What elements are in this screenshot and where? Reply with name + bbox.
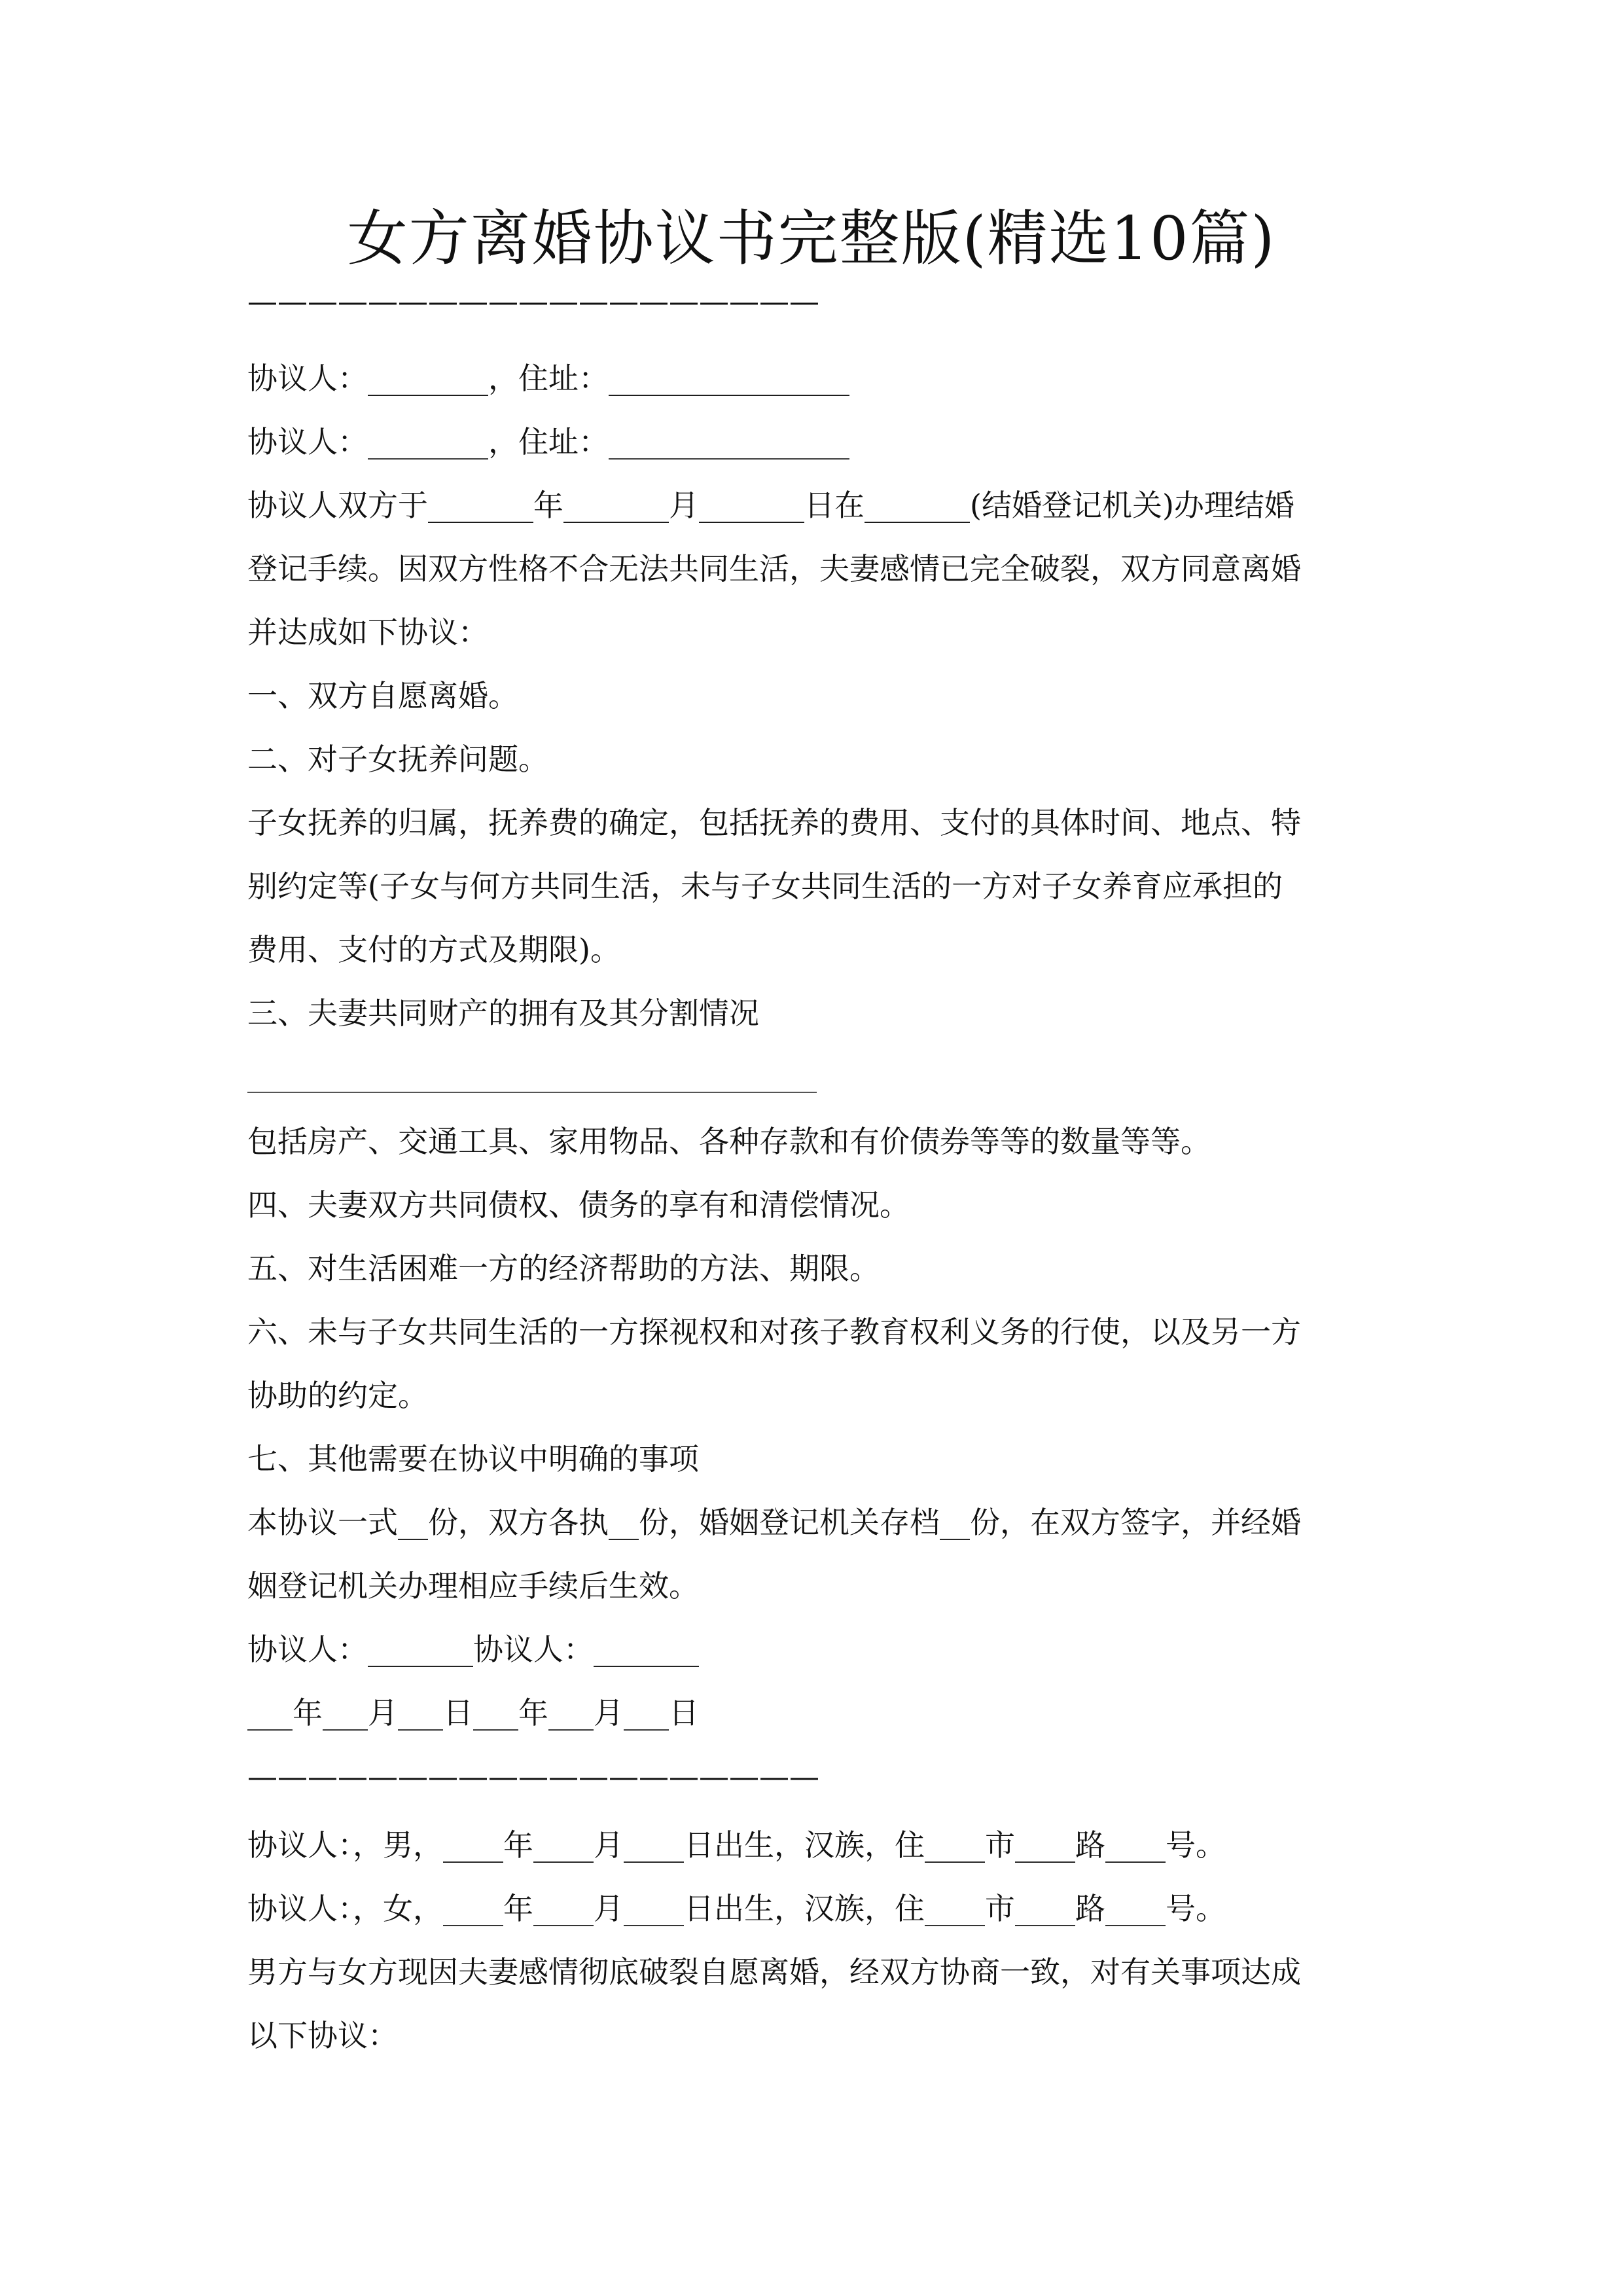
signature-line: 协议人：_______协议人：_______ xyxy=(247,1632,699,1667)
title-separator: ——————————————————— xyxy=(247,283,819,319)
paragraph-line: 费用、支付的方式及期限)。 xyxy=(247,932,620,967)
blank-rule xyxy=(247,1092,817,1093)
date-line: ___年___月___日___年___月___日 xyxy=(247,1695,699,1731)
clause-2: 二、对子女抚养问题。 xyxy=(247,742,548,777)
paragraph-line: 子女抚养的归属，抚养费的确定，包括抚养的费用、支付的具体时间、地点、特 xyxy=(247,805,1301,840)
paragraph-line: 别约定等(子女与何方共同生活，未与子女共同生活的一方对子女养育应承担的 xyxy=(247,869,1283,904)
paragraph-line: 包括房产、交通工具、家用物品、各种存款和有价债券等等的数量等等。 xyxy=(247,1124,1211,1159)
paragraph-line: 姻登记机关办理相应手续后生效。 xyxy=(247,1568,699,1604)
document-title: 女方离婚协议书完整版(精选10篇) xyxy=(347,204,1276,274)
clause-4: 四、夫妻双方共同债权、债务的享有和清偿情况。 xyxy=(247,1187,910,1223)
paragraph-line: 协助的约定。 xyxy=(247,1378,428,1413)
party-line-male: 协议人：，男，____年____月____日出生，汉族，住____市____路____号。 xyxy=(247,1827,1226,1863)
section-separator: ——————————————————— xyxy=(247,1759,819,1794)
paragraph-line: 以下协议： xyxy=(247,2018,398,2053)
party-line-1: 协议人：________，住址：________________ xyxy=(247,361,849,396)
paragraph-line: 登记手续。因双方性格不合无法共同生活，夫妻感情已完全破裂，双方同意离婚 xyxy=(247,551,1301,586)
clause-3: 三、夫妻共同财产的拥有及其分割情况 xyxy=(247,996,759,1031)
paragraph-line: 本协议一式__份，双方各执__份，婚姻登记机关存档__份，在双方签字，并经婚 xyxy=(247,1505,1301,1540)
paragraph-line: 男方与女方现因夫妻感情彻底破裂自愿离婚，经双方协商一致，对有关事项达成 xyxy=(247,1954,1301,1990)
party-line-2: 协议人：________，住址：________________ xyxy=(247,424,849,459)
clause-7: 七、其他需要在协议中明确的事项 xyxy=(247,1441,699,1477)
paragraph-line: 并达成如下协议： xyxy=(247,615,488,650)
paragraph-line: 协议人双方于_______年_______月_______日在_______(结婚登记机关)办理结婚 xyxy=(247,488,1294,523)
clause-5: 五、对生活困难一方的经济帮助的方法、期限。 xyxy=(247,1251,880,1286)
party-line-female: 协议人：，女，____年____月____日出生，汉族，住____市____路____号。 xyxy=(247,1891,1226,1926)
clause-6: 六、未与子女共同生活的一方探视权和对孩子教育权利义务的行使，以及另一方 xyxy=(247,1314,1301,1350)
clause-1: 一、双方自愿离婚。 xyxy=(247,678,518,713)
